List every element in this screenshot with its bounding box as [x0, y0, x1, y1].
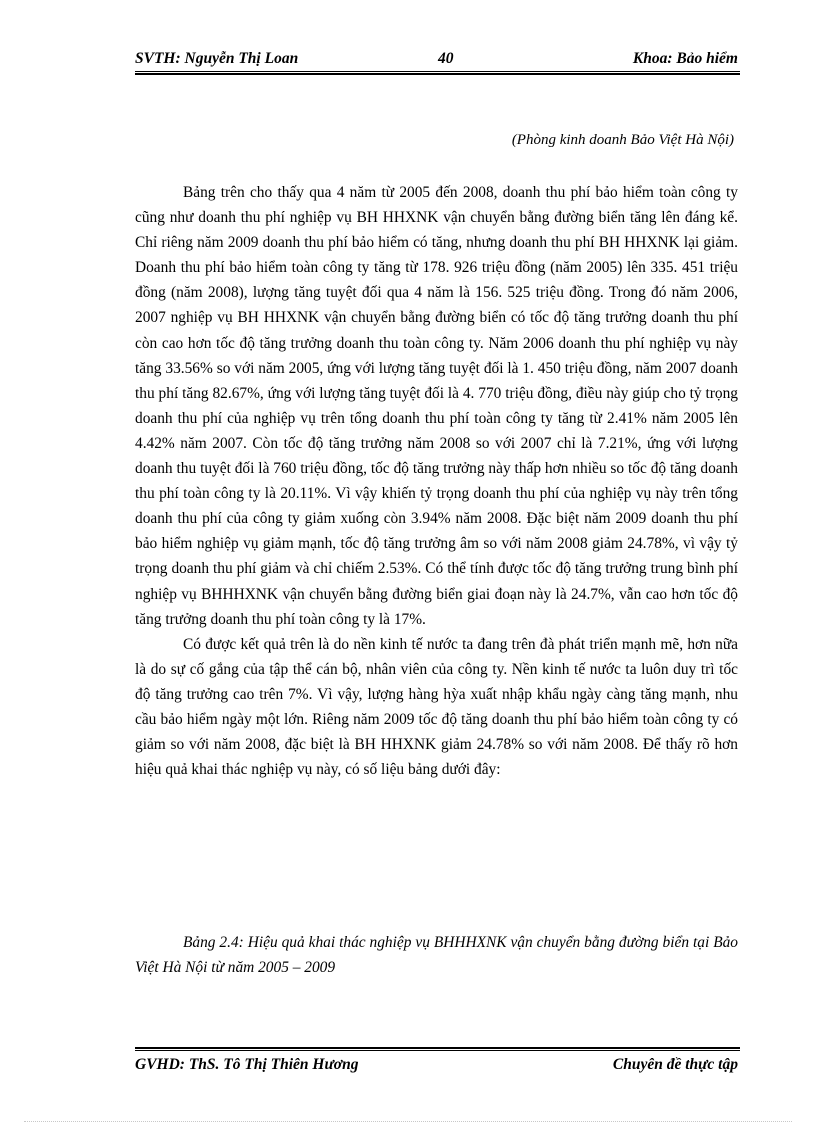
page-footer: [135, 1056, 740, 1076]
table-caption: Bảng 2.4: Hiệu quả khai thác nghiệp vụ BHHHXNK vận chuyển bằng đường biển tại Bảo Việt Hà Nội từ năm 2005 – 2009: [135, 934, 738, 977]
footer-supervisor: GVHD: ThS. Tô Thị Thiên Hương: [135, 1056, 359, 1073]
page-header: [135, 50, 740, 70]
source-note: (Phòng kinh doanh Bảo Việt Hà Nội): [511, 132, 734, 148]
footer-title: Chuyên đề thực tập: [612, 1056, 738, 1073]
paragraph: Bảng trên cho thấy qua 4 năm từ 2005 đến 2008, doanh thu phí bảo hiểm toàn công ty cũng như doanh thu phí nghiệp vụ BH HHXNK vận chuyển bằng đường biển tăng lên đáng kể. Chỉ riêng năm 2009 doanh thu phí bảo hiểm có tăng, nhưng doanh thu phí BH HHXNK lại giảm. Doanh thu phí bảo hiểm toàn công ty tăng từ 178. 926 triệu đồng (năm 2005) lên 335. 451 triệu đồng (năm 2008), lượng tăng tuyệt đối qua 4 năm là 156. 525 triệu đồng. Trong đó năm 2006, 2007 nghiệp vụ BH HHXNK vận chuyển bằng đường biển có tốc độ tăng trưởng doanh thu phí còn cao hơn tốc độ tăng trưởng doanh thu toàn công ty. Năm 2006 doanh thu phí nghiệp vụ này tăng 33.56% so với năm 2005, ứng với lượng tăng tuyệt đối là 1. 450 triệu đồng, năm 2007 doanh thu phí tăng 82.67%, ứng với lượng tăng tuyệt đối là 4. 770 triệu đồng, điều này giúp cho tỷ trọng doanh thu phí của nghiệp vụ trên tổng doanh thu phí toàn công ty tăng từ 2.41% năm 2005 lên 4.42% năm 2007. Còn tốc độ tăng trưởng năm 2008 so với 2007 chỉ là 7.21%, ứng với lượng doanh thu tuyệt đối là 760 triệu đồng, tốc độ tăng trưởng này thấp hơn nhiều so tốc độ tăng doanh thu phí toàn công ty là 20.11%. Vì vậy khiến tỷ trọng doanh thu phí của nghiệp vụ này trên tổng doanh thu phí của công ty giảm xuống còn 3.94% năm 2008. Đặc biệt năm 2009 doanh thu phí bảo hiểm nghiệp vụ giảm mạnh, tốc độ tăng trưởng âm so với năm 2008 giảm 24.78%, vì vậy tỷ trọng doanh thu phí giảm và chỉ chiếm 2.53%. Có thể tính được tốc độ tăng trưởng trung bình phí nghiệp vụ BHHHXNK vận chuyển bằng đường biển giai đoạn này là 24.7%, vẫn cao hơn tốc độ tăng trưởng doanh thu phí toàn công ty là 17%.: [135, 184, 738, 628]
header-rule: [135, 71, 740, 75]
header-student: SVTH: Nguyễn Thị Loan: [135, 50, 299, 67]
paragraph: Có được kết quả trên là do nền kinh tế nước ta đang trên đà phát triển mạnh mẽ, hơn nữa là do sự cố gắng của tập thể cán bộ, nhân viên của công ty. Nền kinh tế nước ta luôn duy trì tốc độ tăng trưởng cao trên 7%. Vì vậy, lượng hàng hỳa xuất nhập khẩu ngày càng tăng mạnh, nhu cầu bảo hiểm ngày một lớn. Riêng năm 2009 tốc độ tăng doanh thu phí bảo hiểm toàn công ty có giảm so với năm 2008, đặc biệt là BH HHXNK giảm 24.78% so với năm 2008. Để thấy rõ hơn hiệu quả khai thác nghiệp vụ này, có số liệu bảng dưới đây:: [135, 635, 738, 779]
header-faculty: Khoa: Bảo hiểm: [632, 50, 738, 67]
body-text: [135, 180, 738, 782]
footer-rule: [135, 1047, 740, 1051]
page-edge: [24, 1121, 792, 1122]
page-number: 40: [438, 50, 454, 67]
